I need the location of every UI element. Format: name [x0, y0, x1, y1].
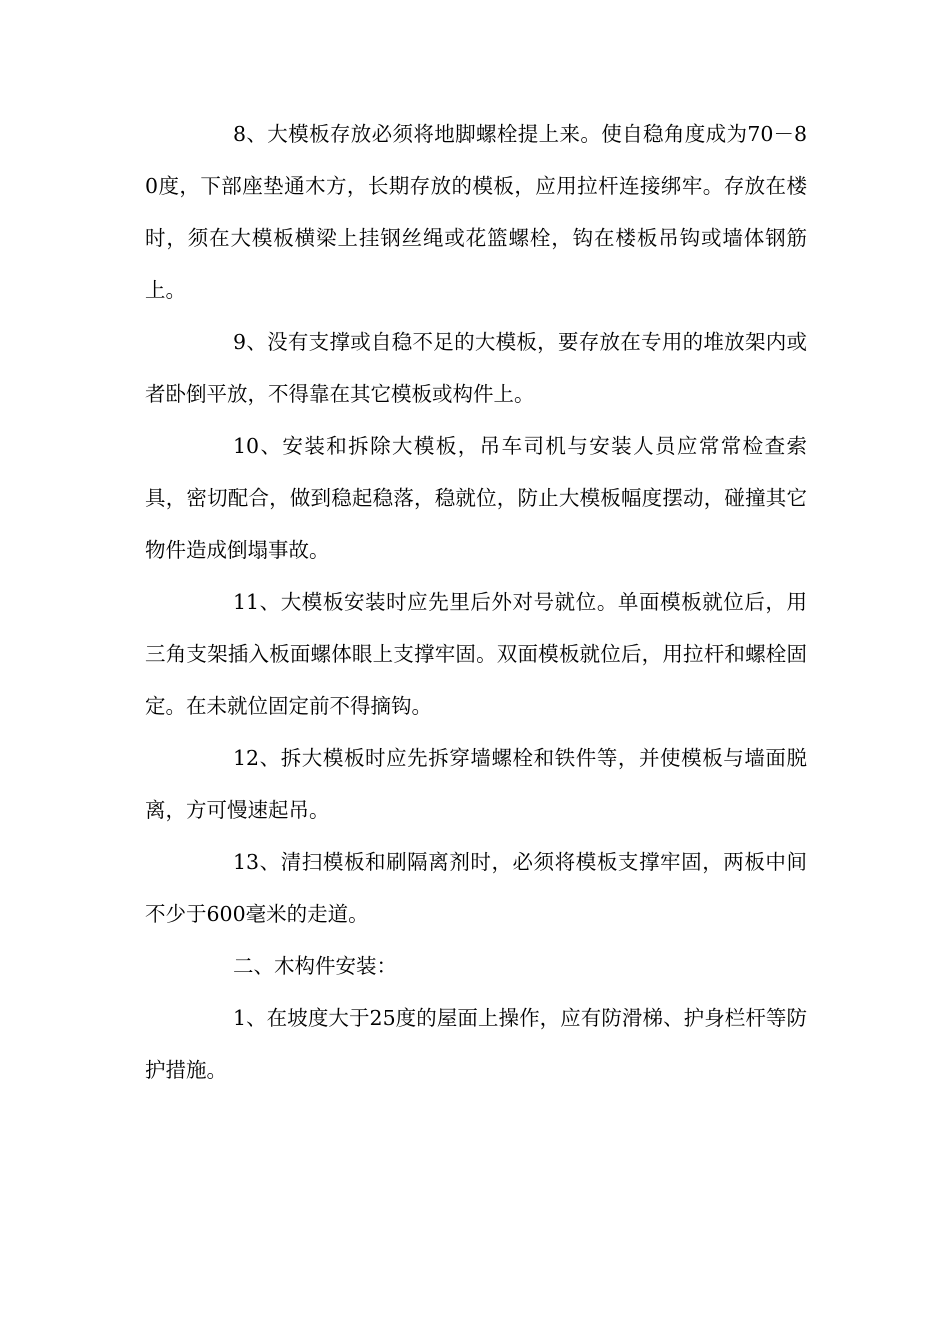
- paragraph-item-11: 11、大模板安装时应先里后外对号就位。单面模板就位后，用三角支架插入板面螺体眼上支撑牢固。双面模板就位后，用拉杆和螺栓固定。在未就位固定前不得摘钩。: [145, 590, 807, 718]
- paragraph-item-12: 12、拆大模板时应先拆穿墙螺栓和铁件等，并使模板与墙面脱离，方可慢速起吊。: [145, 746, 807, 822]
- paragraph-item-13: 13、清扫模板和刷隔离剂时，必须将模板支撑牢固，两板中间不少于600毫米的走道。: [145, 850, 807, 926]
- paragraph-item-1: 1、在坡度大于25度的屋面上操作，应有防滑梯、护身栏杆等防护措施。: [145, 1006, 807, 1082]
- paragraph-item-10: 10、安装和拆除大模板，吊车司机与安装人员应常常检查索具，密切配合，做到稳起稳落，稳就位，防止大模板幅度摆动，碰撞其它物件造成倒塌事故。: [145, 434, 807, 562]
- paragraph-item-8: 8、大模板存放必须将地脚螺栓提上来。使自稳角度成为70－80度，下部座垫通木方，长期存放的模板，应用拉杆连接绑牢。存放在楼时，须在大模板横梁上挂钢丝绳或花篮螺栓，钩在楼板吊钩或墙体钢筋上。: [145, 122, 807, 302]
- paragraph-item-9: 9、没有支撑或自稳不足的大模板，要存放在专用的堆放架内或者卧倒平放，不得靠在其它模板或构件上。: [145, 330, 807, 406]
- section-heading-wood-components: 二、木构件安装：: [233, 954, 397, 978]
- document-body: [145, 108, 807, 1096]
